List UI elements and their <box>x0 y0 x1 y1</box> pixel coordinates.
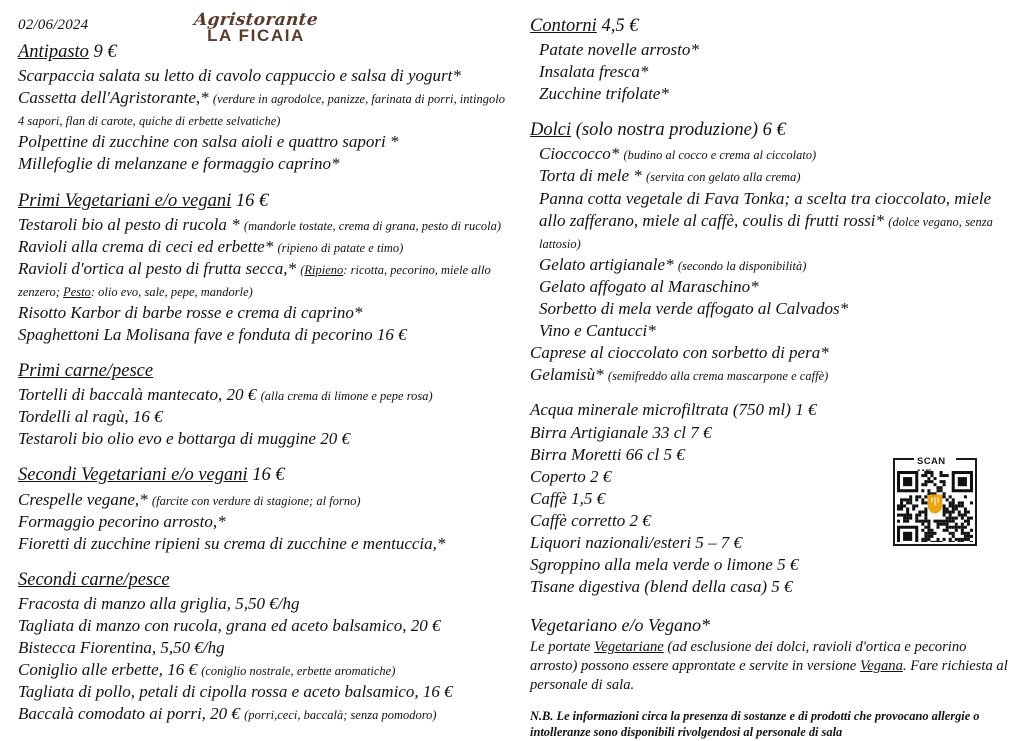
menu-item-description: (secondo la disponibilità) <box>677 258 807 273</box>
menu-item <box>18 511 510 533</box>
menu-item <box>530 39 1010 61</box>
menu-item <box>18 153 510 175</box>
menu-item-name: Caprese al cioccolato con sorbetto di pera* <box>530 343 829 363</box>
menu-item <box>18 258 510 302</box>
menu-item-name: Ravioli d'ortica al pesto di frutta secca,* <box>18 258 296 278</box>
menu-item-name: Panna cotta vegetale di Fava Tonka; a scelta tra cioccolato, miele allo zafferano, miele al caffè, coulis di frutti rossi* <box>539 188 992 230</box>
section-heading: Antipasto 9 € <box>18 42 117 62</box>
menu-item <box>530 254 1010 276</box>
menu-item <box>530 143 1010 165</box>
menu-item-name: Bistecca Fiorentina, 5,50 €/hg <box>18 638 225 658</box>
menu-item-name: Cassetta dell'Agristorante,* <box>18 88 209 108</box>
section-heading: Primi Vegetariani e/o vegani 16 € <box>18 190 269 211</box>
menu-item-name: Baccalà comodato ai porri, 20 € <box>18 704 240 724</box>
menu-item <box>530 276 1010 298</box>
menu-item <box>530 188 1010 254</box>
menu-item <box>530 83 1010 105</box>
menu-item-description: (porri,ceci, baccalà; senza pomodoro) <box>244 708 437 723</box>
menu-item-name: Spaghettoni La Molisana fave e fonduta di pecorino 16 € <box>18 325 407 345</box>
menu-item <box>18 681 510 703</box>
menu-item <box>530 364 1010 386</box>
menu-item <box>18 384 510 406</box>
menu-item-name: Polpettine di zucchine con salsa aioli e quattro sapori * <box>18 132 399 152</box>
menu-item <box>530 165 1010 187</box>
menu-item-description: (coniglio nostrale, erbette aromatiche) <box>201 664 396 679</box>
menu-item <box>18 324 510 346</box>
menu-item <box>18 593 510 615</box>
section-heading: Dolci (solo nostra produzione) 6 € <box>530 120 786 141</box>
menu-item <box>18 87 510 131</box>
menu-item <box>18 236 510 258</box>
vegetarian-note-body: Le portate Vegetariane (ad esclusione dei dolci, ravioli d'ortica e pecorino arrosto) possono essere approntate e servite in versione Vegana. Fare richiesta al personale di sala. <box>530 639 1008 693</box>
menu-item <box>18 214 510 236</box>
menu-item <box>530 61 1010 83</box>
menu-column-left <box>18 0 510 725</box>
menu-item-name: Formaggio pecorino arrosto,* <box>18 511 226 531</box>
menu-item <box>18 406 510 428</box>
menu-item-description: (dolce vegano, senza lattosio) <box>539 214 993 251</box>
menu-item-name: Tordelli al ragù, 16 € <box>18 407 163 427</box>
menu-item-name: Testaroli bio al pesto di rucola * <box>18 214 240 234</box>
menu-item-name: Vino e Cantucci* <box>539 321 656 341</box>
menu-item <box>18 131 510 153</box>
menu-item <box>530 320 1010 342</box>
menu-item-description: (farcite con verdure di stagione; al forno) <box>151 493 361 508</box>
menu-item-name: Ravioli alla crema di ceci ed erbette* <box>18 236 274 256</box>
menu-item-name: Tagliata di manzo con rucola, grana ed aceto balsamico, 20 € <box>18 615 441 635</box>
menu-item-name: Millefoglie di melanzane e formaggio caprino* <box>18 154 340 174</box>
menu-item-name: Tisane digestiva (blend della casa) 5 € <box>530 577 793 597</box>
logo-name-text: LA FICAIA <box>207 26 305 45</box>
menu-item-name: Cioccocco* <box>539 144 620 164</box>
menu-item <box>530 298 1010 320</box>
menu-item-description: (semifreddo alla crema mascarpone e caffè) <box>607 369 829 384</box>
menu-item-description: (verdure in agrodolce, panizze, farinata di porri, intingolo 4 sapori, flan di carote, quiche di erbette selvatiche) <box>18 92 505 129</box>
menu-item-name: Gelato artigianale* <box>539 254 674 274</box>
menu-item-name: Scarpaccia salata su letto di cavolo cappuccio e salsa di yogurt* <box>18 66 461 86</box>
menu-item-name: Fracosta di manzo alla griglia, 5,50 €/hg <box>18 593 300 613</box>
menu-item-name: Caffè corretto 2 € <box>530 510 651 530</box>
fork-shield-icon <box>928 494 943 513</box>
menu-column-right <box>530 0 1010 741</box>
menu-item-description: (alla crema di limone e pepe rosa) <box>260 389 433 404</box>
section-spacer <box>530 386 1010 399</box>
logo-script-text: Agristorante <box>193 10 320 30</box>
menu-item-name: Birra Artigianale 33 cl 7 € <box>530 422 712 442</box>
menu-item-name: Caffè 1,5 € <box>530 488 606 508</box>
qr-scan-me-label: SCAN <box>914 456 956 480</box>
menu-item-name: Birra Moretti 66 cl 5 € <box>530 444 685 464</box>
menu-item-description: (servita con gelato alla crema) <box>646 170 801 185</box>
menu-item-name: Patate novelle arrosto* <box>539 40 699 60</box>
menu-item-name: Sorbetto di mela verde affogato al Calvados* <box>539 299 849 319</box>
qr-code[interactable] <box>893 458 977 546</box>
menu-item-name: Acqua minerale microfiltrata (750 ml) 1 € <box>530 400 817 420</box>
menu-item <box>18 533 510 555</box>
section-heading: Secondi Vegetariani e/o vegani 16 € <box>18 465 285 486</box>
menu-item <box>18 65 510 87</box>
menu-item-description: (mandorle tostate, crema di grana, pesto di rucola) <box>243 218 502 233</box>
menu-item <box>530 576 1010 598</box>
menu-item-description: (ripieno di patate e timo) <box>277 240 404 255</box>
menu-item-name: Coniglio alle erbette, 16 € <box>18 660 197 680</box>
menu-item-name: Gelato affogato al Maraschino* <box>539 276 759 296</box>
menu-item-name: Gelamisù* <box>530 365 604 385</box>
menu-item-name: Torta di mele * <box>539 166 642 186</box>
menu-item-name: Zucchine trifolate* <box>539 84 669 104</box>
vegetarian-note-heading: Vegetariano e/o Vegano* <box>530 615 710 636</box>
section-heading: Primi carne/pesce <box>18 361 154 382</box>
menu-item <box>18 428 510 450</box>
menu-item <box>530 554 1010 576</box>
menu-item-name: Testaroli bio olio evo e bottarga di muggine 20 € <box>18 429 350 449</box>
menu-item <box>18 703 510 725</box>
menu-item-name: Tagliata di pollo, petali di cipolla rossa e aceto balsamico, 16 € <box>18 682 453 702</box>
menu-item <box>18 637 510 659</box>
menu-item-description: (budino al cocco e crema al ciccolato) <box>623 148 817 163</box>
menu-item <box>530 399 1010 421</box>
menu-item-name: Tortelli di baccalà mantecato, 20 € <box>18 385 257 405</box>
menu-date: 02/06/2024 <box>18 17 89 33</box>
menu-item <box>18 659 510 681</box>
menu-item <box>530 342 1010 364</box>
section-heading: Secondi carne/pesce <box>18 569 170 590</box>
allergen-note: N.B. Le informazioni circa la presenza di sostanze e di prodotti che provocano allergie o intolleranze sono disponibili rivolgendosi al personale di sala <box>530 708 980 739</box>
menu-item <box>530 422 1010 444</box>
menu-item-name: Risotto Karbor di barbe rosse e crema di caprino* <box>18 302 363 322</box>
menu-item <box>18 489 510 511</box>
menu-item-description: (Ripieno: ricotta, pecorino, miele allo zenzero; Pesto: olio evo, sale, pepe, mandorle) <box>18 262 491 299</box>
section-heading: Contorni 4,5 € <box>530 16 639 36</box>
menu-item <box>18 302 510 324</box>
menu-item-name: Sgroppino alla mela verde o limone 5 € <box>530 555 799 575</box>
menu-item-name: Fioretti di zucchine ripieni su crema di zucchine e mentuccia,* <box>18 533 446 553</box>
menu-item-name: Insalata fresca* <box>539 62 649 82</box>
menu-item-name: Crespelle vegane,* <box>18 489 148 509</box>
menu-item-name: Liquori nazionali/esteri 5 – 7 € <box>530 532 743 552</box>
menu-item <box>18 615 510 637</box>
menu-item-name: Coperto 2 € <box>530 466 612 486</box>
